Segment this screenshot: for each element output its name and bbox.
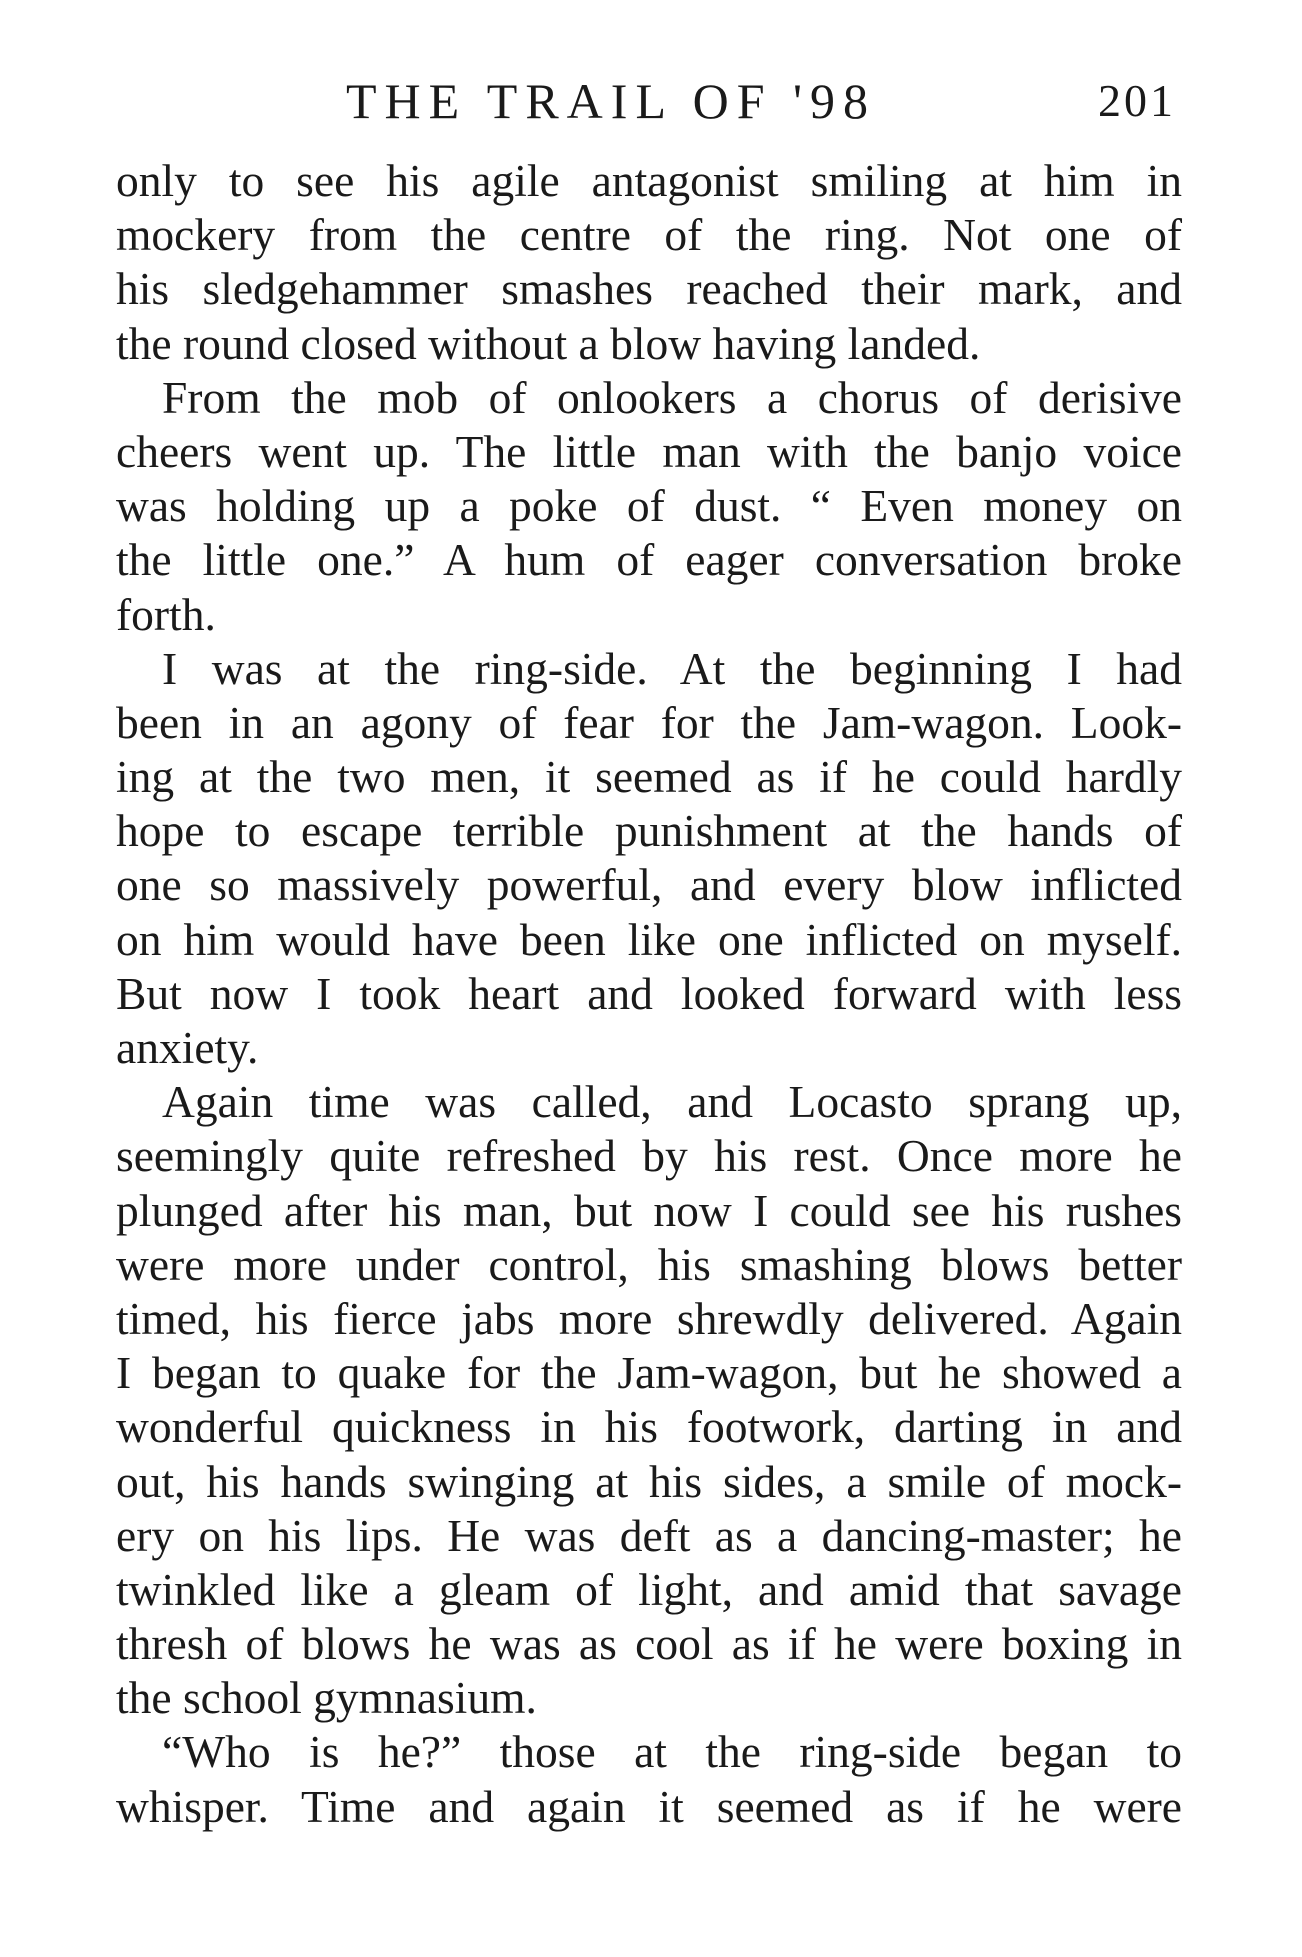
text-line: his sledgehammer smashes reached their mark, and: [116, 263, 1182, 315]
text-line: on him would have been like one inflicted on myself.: [116, 913, 1182, 965]
text-line: the round closed without a blow having landed.: [116, 317, 981, 369]
text-line: timed, his fierce jabs more shrewdly delivered. Again: [116, 1292, 1182, 1344]
page-number: 201: [1098, 75, 1176, 126]
text-line: whisper. Time and again it seemed as if he were: [116, 1780, 1182, 1832]
paragraph: [116, 1075, 1182, 1725]
text-line: been in an agony of fear for the Jam-wagon. Look-: [116, 696, 1182, 748]
text-line: out, his hands swinging at his sides, a smile of mock-: [116, 1455, 1182, 1507]
text-line: was holding up a poke of dust. “ Even money on: [116, 480, 1182, 532]
text-line: Again time was called, and Locasto sprang up,: [162, 1076, 1182, 1128]
running-head: [118, 66, 1180, 136]
paragraph: [116, 371, 1182, 642]
text-line: I was at the ring-side. At the beginning I had: [162, 642, 1182, 694]
text-line: ery on his lips. He was deft as a dancing-master; he: [116, 1509, 1182, 1561]
text-line: were more under control, his smashing blows better: [116, 1238, 1182, 1290]
paragraph: [116, 642, 1182, 1076]
running-title: THE TRAIL OF '98: [346, 73, 877, 129]
text-line: seemingly quite refreshed by his rest. Once more he: [116, 1130, 1182, 1182]
body-text: [116, 154, 1182, 1834]
text-line: only to see his agile antagonist smiling at him in: [116, 155, 1182, 206]
text-line: anxiety.: [116, 1022, 259, 1073]
text-line: the little one.” A hum of eager conversation broke: [116, 534, 1182, 586]
text-line: But now I took heart and looked forward with less: [116, 967, 1182, 1019]
text-line: plunged after his man, but now I could see his rushes: [116, 1184, 1182, 1236]
text-line: twinkled like a gleam of light, and amid that savage: [116, 1563, 1182, 1615]
text-line: “Who is he?” those at the ring-side began to: [162, 1726, 1182, 1778]
text-line: forth.: [116, 588, 216, 640]
text-line: From the mob of onlookers a chorus of derisive: [162, 371, 1182, 423]
text-line: thresh of blows he was as cool as if he were boxing in: [116, 1618, 1182, 1670]
text-line: cheers went up. The little man with the banjo voice: [116, 425, 1182, 477]
paragraph: [116, 1725, 1182, 1833]
text-line: the school gymnasium.: [116, 1672, 537, 1724]
text-line: ing at the two men, it seemed as if he could hardly: [116, 751, 1182, 803]
text-line: I began to quake for the Jam-wagon, but he showed a: [116, 1347, 1182, 1399]
text-line: wonderful quickness in his footwork, darting in and: [116, 1401, 1182, 1453]
text-line: hope to escape terrible punishment at the hands of: [116, 805, 1182, 857]
text-line: mockery from the centre of the ring. Not one of: [116, 209, 1182, 261]
paragraph: [116, 154, 1182, 371]
text-line: one so massively powerful, and every blow inflicted: [116, 859, 1182, 911]
